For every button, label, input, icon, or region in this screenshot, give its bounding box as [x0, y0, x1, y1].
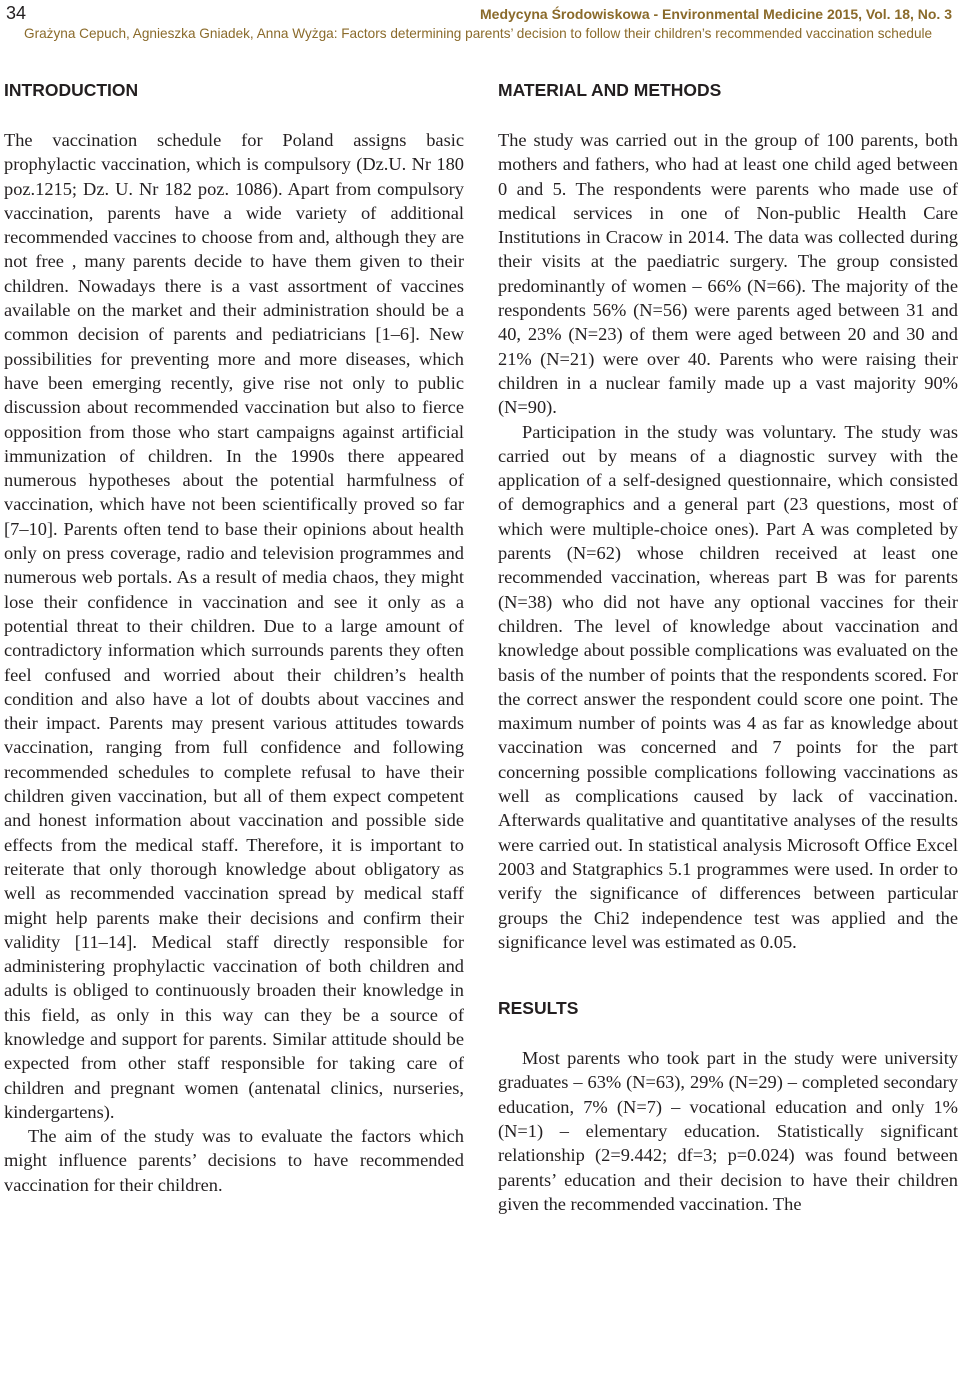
introduction-paragraph-2: The aim of the study was to evaluate the factors which might influence parents’ decisions to have recommended vaccination for their children.: [4, 1126, 464, 1195]
results-heading: RESULTS: [498, 998, 579, 1019]
introduction-body: [4, 128, 464, 1197]
methods-paragraph-2: Participation in the study was voluntary. The study was carried out by means of a diagnostic survey with the application of a self-designed questionnaire, which consisted of demographics and a general part (23 questions, most of which were multiple-choice ones). Part A was completed by parents (N=62) whose children received at least one recommended vaccination, whereas part B was for parents (N=38) who did not have any optional vaccines for their children. The level of knowledge about vaccination and knowledge about possible complications was evaluated on the basis of the number of points that the respondents scored. For the correct answer the respondent could score one point. The maximum number of points was 4 as far as knowledge about vaccination was concerned and 7 points for the part concerning possible complications following vaccinations as well as complications caused by lack of vaccination. Afterwards qualitative and quantitative analyses of the results were carried out. In statistical analysis Microsoft Office Excel 2003 and Statgraphics 5.1 programmes were used. In order to verify the significance of differences between particular groups the Chi2 independence test was applied and the significance level was estimated as 0.05.: [498, 421, 958, 952]
page-number: 34: [6, 3, 27, 23]
introduction-heading: INTRODUCTION: [4, 80, 139, 100]
journal-title: Medycyna Środowiskowa - Environmental Medicine 2015, Vol. 18, No. 3: [480, 6, 952, 22]
methods-paragraph-1: The study was carried out in the group of 100 parents, both mothers and fathers, who had at least one child aged between 0 and 5. The respondents were parents who made use of medical services in one of Non-public Health Care Institutions in Cracow in 2014. The data was collected during their visits at the paediatric surgery. The group consisted predominantly of women – 66% (N=66). The majority of the respondents 56% (N=56) were parents aged between 31 and 40, 23% (N=23) of them were aged between 20 and 30 and 21% (N=21) were over 40. Parents who were raising their children in a nuclear family made up a vast majority 90% (N=90).: [498, 130, 958, 418]
right-column: [498, 78, 958, 1216]
running-header-authors: Grażyna Cepuch, Agnieszka Gniadek, Anna Wyżga: Factors determining parents’ decision to follow their children’s recommended vaccination schedule: [24, 26, 933, 41]
introduction-paragraph-1: The vaccination schedule for Poland assigns basic prophylactic vaccination, which is compulsory (Dz.U. Nr 180 poz.1215; Dz. U. Nr 182 poz. 1086). Apart from compulsory vaccination, parents have a wide variety of additional recommended vaccines to choose from and, although they are not free , many parents decide to have them given to their children. Nowadays there is a vast assortment of vaccines available on the market and their administration should be a common decision of parents and pediatricians [1–6]. New possibilities for preventing more and more diseases, which have been emerging recently, give rise not only to public discussion about recommended vaccination but also to fierce opposition from those who start campaigns against artificial immunization of children. In the 1990s there appeared numerous hypotheses about the potential harmfulness of vaccination, which have not been scientifically proved so far [7–10]. Parents often tend to base their opinions about health only on press coverage, radio and television programmes and numerous web portals. As a result of media chaos, they might lose their confidence in vaccination and see it only as a potential threat to their children. Due to a large amount of contradictory information which surrounds parents they often feel confused and worried about their children’s health condition and also have a lot of doubts about vaccines and their impact. Parents may present various attitudes towards vaccination, ranging from full confidence and following recommended schedules to complete refusal to have their children given vaccination, but all of them expect competent and honest information about vaccination and possible side effects from the medical staff. Therefore, it is important to reiterate that only thorough knowledge about obligatory as well as recommended vaccination spread by medical staff might help parents make their decisions and confirm their validity [11–14]. Medical staff directly responsible for administering prophylactic vaccination of both children and adults is obliged to continuously broaden their knowledge in this field, as only in this way can they be a source of knowledge and support for parents. Similar attitude should be expected from other staff responsible for taking care of children and pregnant women (antenatal clinics, nurseries, kindergartens).: [4, 130, 464, 1122]
results-paragraph-1: Most parents who took part in the study were university graduates – 63% (N=63), 29% (N=29) – completed secondary education, 7% (N=7) – vocational education and only 1% (N=1) – elementary education. Statistically significant relationship (2=9.442; df=3; p=0.024) was found between parents’ education and their decision to have their children given the recommended vaccination. The: [498, 1048, 958, 1214]
results-body: [498, 1046, 958, 1216]
methods-heading: MATERIAL AND METHODS: [498, 80, 722, 100]
left-column: [4, 78, 464, 1197]
methods-body: [498, 128, 958, 954]
